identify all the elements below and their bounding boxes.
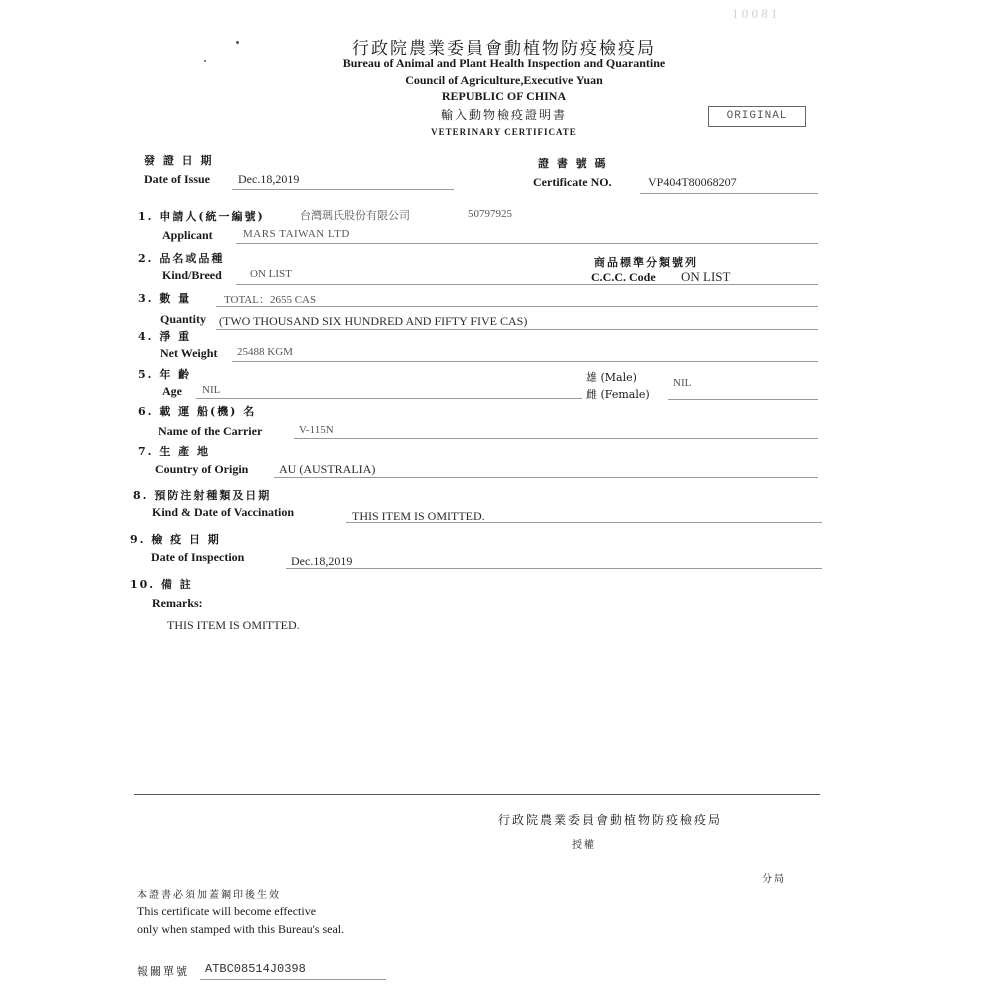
age-label: Age bbox=[162, 384, 182, 398]
inspection-value: Dec.18,2019 bbox=[291, 554, 353, 568]
rule bbox=[216, 329, 818, 330]
issue-date-label-zh: 發 證 日 期 bbox=[144, 154, 214, 167]
cert-no-label-zh: 證 書 號 碼 bbox=[538, 157, 608, 170]
quantity-label: Quantity bbox=[160, 312, 207, 326]
ccc-value: ON LIST bbox=[681, 269, 731, 284]
bureau-title-en: Bureau of Animal and Plant Health Inspection and Quarantine bbox=[342, 56, 666, 70]
inspection-label: Date of Inspection bbox=[151, 550, 245, 564]
ccc-label-zh: 商品標準分類號列 bbox=[594, 256, 698, 269]
applicant-label: Applicant bbox=[162, 228, 213, 242]
rule bbox=[236, 243, 818, 244]
issue-date-value: Dec.18,2019 bbox=[238, 172, 300, 186]
net-weight-value: 25488 KGM bbox=[237, 346, 293, 358]
rule bbox=[236, 284, 818, 285]
rule bbox=[668, 399, 818, 400]
cert-no-label: Certificate NO. bbox=[533, 175, 612, 189]
vaccination-label: Kind & Date of Vaccination bbox=[152, 505, 295, 519]
cert-title-zh: 輸入動物檢疫證明書 bbox=[440, 108, 567, 122]
rule bbox=[196, 398, 582, 399]
origin-value: AU (AUSTRALIA) bbox=[279, 462, 376, 476]
cert-no-value: VP404T80068207 bbox=[648, 175, 737, 189]
authorized-zh: 授權 bbox=[572, 840, 596, 851]
kind-label: Kind/Breed bbox=[162, 268, 222, 282]
vaccination-label-zh: 8. 預防注射種類及日期 bbox=[133, 489, 272, 502]
applicant-id: 50797925 bbox=[468, 208, 512, 220]
quantity-label-zh: 3. 數 量 bbox=[138, 292, 192, 305]
rule bbox=[200, 979, 386, 980]
branch-zh: 分局 bbox=[762, 874, 786, 885]
applicant-value-zh: 台灣瑪氏股份有限公司 bbox=[300, 209, 410, 222]
republic-title: REPUBLIC OF CHINA bbox=[441, 89, 567, 103]
quantity-value-words: (TWO THOUSAND SIX HUNDRED AND FIFTY FIVE CAS) bbox=[219, 314, 528, 328]
carrier-value: V-115N bbox=[299, 424, 334, 436]
bureau-title-zh: 行政院農業委員會動植物防疫檢疫局 bbox=[352, 39, 656, 59]
age-label-zh: 5. 年 齡 bbox=[138, 368, 192, 381]
origin-label-zh: 7. 生 產 地 bbox=[138, 445, 210, 458]
remarks-label-zh: 10. 備 註 bbox=[130, 578, 193, 591]
age-value: NIL bbox=[202, 384, 221, 396]
customs-value: ATBC08514J0398 bbox=[205, 962, 306, 976]
vaccination-value: THIS ITEM IS OMITTED. bbox=[352, 509, 485, 523]
effective-zh: 本證書必須加蓋鋼印後生效 bbox=[137, 890, 281, 901]
carrier-label: Name of the Carrier bbox=[158, 424, 263, 438]
carrier-label-zh: 6. 載 運 船(機) 名 bbox=[138, 405, 257, 418]
faint-mark: 1 0 0 8 1 bbox=[732, 6, 778, 21]
net-weight-label-zh: 4. 淨 重 bbox=[138, 330, 192, 343]
rule bbox=[346, 522, 822, 523]
remarks-value: THIS ITEM IS OMITTED. bbox=[167, 618, 300, 632]
applicant-value: MARS TAIWAN LTD bbox=[243, 228, 350, 240]
cert-title-en: VETERINARY CERTIFICATE bbox=[431, 127, 577, 137]
rule bbox=[216, 306, 818, 307]
ccc-label: C.C.C. Code bbox=[591, 270, 656, 284]
female-label: 雌 (Female) bbox=[586, 388, 650, 401]
inspection-label-zh: 9. 檢 疫 日 期 bbox=[130, 533, 221, 546]
issue-date-label: Date of Issue bbox=[144, 172, 210, 186]
footer-bureau-zh: 行政院農業委員會動植物防疫檢疫局 bbox=[498, 813, 723, 827]
rule bbox=[232, 361, 818, 362]
origin-label: Country of Origin bbox=[155, 462, 249, 476]
applicant-label-zh: 1. 申請人(統一編號) bbox=[138, 210, 265, 223]
effective-en-line2: only when stamped with this Bureau's seal. bbox=[137, 922, 345, 936]
kind-label-zh: 2. 品名或品種 bbox=[138, 252, 225, 265]
footer-divider bbox=[134, 794, 820, 795]
effective-en-line1: This certificate will become effective bbox=[137, 904, 317, 918]
kind-value: ON LIST bbox=[250, 268, 292, 280]
customs-label-zh: 報關單號 bbox=[137, 965, 189, 978]
rule bbox=[286, 568, 822, 569]
quantity-value-total: TOTAL：2655 CAS bbox=[224, 294, 317, 306]
original-stamp: ORIGINAL bbox=[708, 106, 806, 127]
sex-value: NIL bbox=[673, 377, 692, 389]
remarks-label: Remarks: bbox=[152, 596, 203, 610]
male-label: 雄 (Male) bbox=[586, 371, 637, 384]
rule bbox=[294, 438, 818, 439]
net-weight-label: Net Weight bbox=[160, 346, 218, 360]
rule bbox=[232, 189, 454, 190]
rule bbox=[640, 193, 818, 194]
council-title-en: Council of Agriculture,Executive Yuan bbox=[405, 73, 603, 87]
rule bbox=[274, 477, 818, 478]
